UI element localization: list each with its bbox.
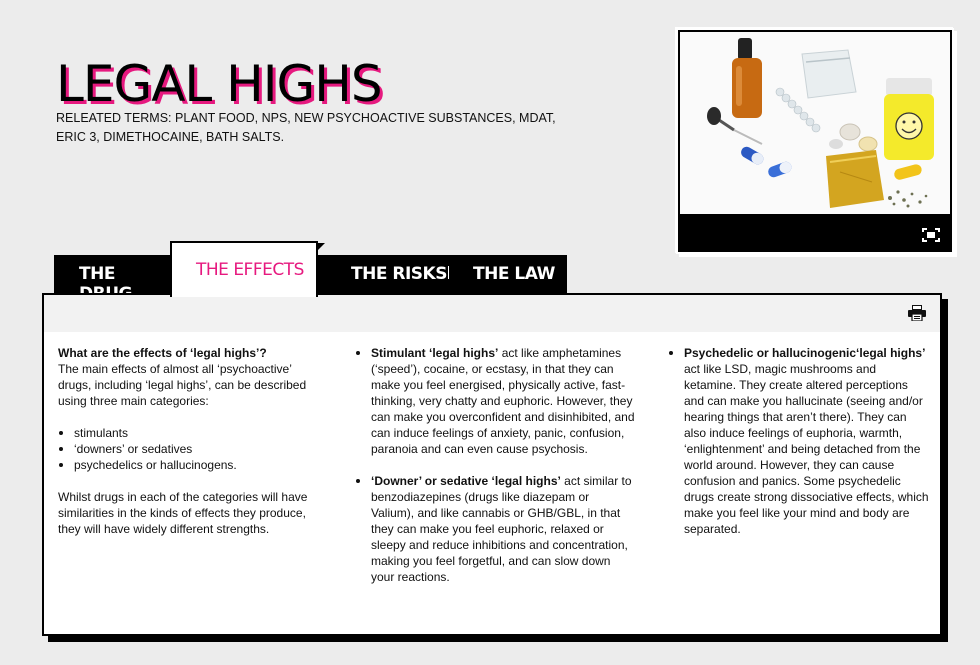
panel-toolbar (44, 295, 940, 332)
effects-column-1 (58, 345, 328, 537)
tab-the-drug[interactable]: THE (54, 255, 172, 293)
fullscreen-icon[interactable] (922, 228, 940, 242)
effects-heading: What are the effects of ‘legal highs’? (58, 346, 267, 360)
hero-image-frame (676, 28, 954, 254)
psychedelic-term: Psychedelic or hallucinogenic‘legal highs’ (684, 346, 926, 360)
downer-term: ‘Downer’ or sedative ‘legal highs’ (371, 474, 561, 488)
stimulant-text: act like amphetamines (‘speed’), cocaine, or ecstasy, in that they can make you feel energised, physically active, fast-thinking, very chatty and euphoric. However, they can make you overconfident and disinhibited, and can induce feelings of anxiety, panic, confusion, paranoia and can even cause psychosis. (371, 346, 635, 456)
printer-icon[interactable] (908, 305, 926, 321)
tab-the-effects[interactable]: THE EFFECTS (170, 241, 318, 297)
list-item: ‘downers’ or sedatives (58, 441, 328, 457)
downer-text: act similar to benzodiazepines (drugs like diazepam or Valium), and like cannabis or GHB/GBL, in that they can make you feel euphoric, relaxed or sleepy and reduce inhibitions and concentration, making you feel forgetful, and can slow down your reactions. (371, 474, 632, 584)
related-terms: RELEATED TERMS: PLANT FOOD, NPS, NEW PSYCHOACTIVE SUBSTANCES, MDAT, ERIC 3, DIMETHOCAINE, BATH SALTS. (56, 111, 556, 144)
effects-column-3 (668, 345, 930, 537)
page-title: LEGAL HIGHS (56, 55, 382, 113)
hero-image (680, 32, 950, 214)
effects-outro: Whilst drugs in each of the categories will have similarities in the kinds of effects they produce, they will have widely different strengths. (58, 490, 308, 536)
tab-separator (448, 266, 449, 279)
list-item: stimulants (58, 425, 328, 441)
tab-group-risks-law (315, 255, 567, 293)
stimulant-term: Stimulant ‘legal highs’ (371, 346, 499, 360)
stimulant-paragraph (355, 345, 635, 457)
categories-list (58, 425, 328, 473)
tab-the-law[interactable]: THE LAW (473, 264, 555, 284)
psychedelic-paragraph (668, 345, 930, 537)
drugs-illustration (680, 32, 950, 214)
effects-panel (42, 293, 942, 636)
list-item: psychedelics or hallucinogens. (58, 457, 328, 473)
downer-paragraph (355, 473, 635, 585)
effects-intro: The main effects of almost all ‘psychoactive’ drugs, including ‘legal highs’, can be described using three main categories: (58, 362, 307, 408)
tab-the-risks[interactable]: THE RISKS (351, 264, 447, 284)
psychedelic-text: act like LSD, magic mushrooms and ketamine. They create altered perceptions and can make you hallucinate (seeing and/or hearing things that aren’t there). They can also induce feelings of euphoria, warmth, ‘enlightenment’ and being detached from the world around. However, they can cause confusion and panics. Some psychedelic drugs create strong dissociative effects, which make you feel like your mind and body are separated. (684, 362, 929, 536)
effects-column-2 (355, 345, 635, 585)
